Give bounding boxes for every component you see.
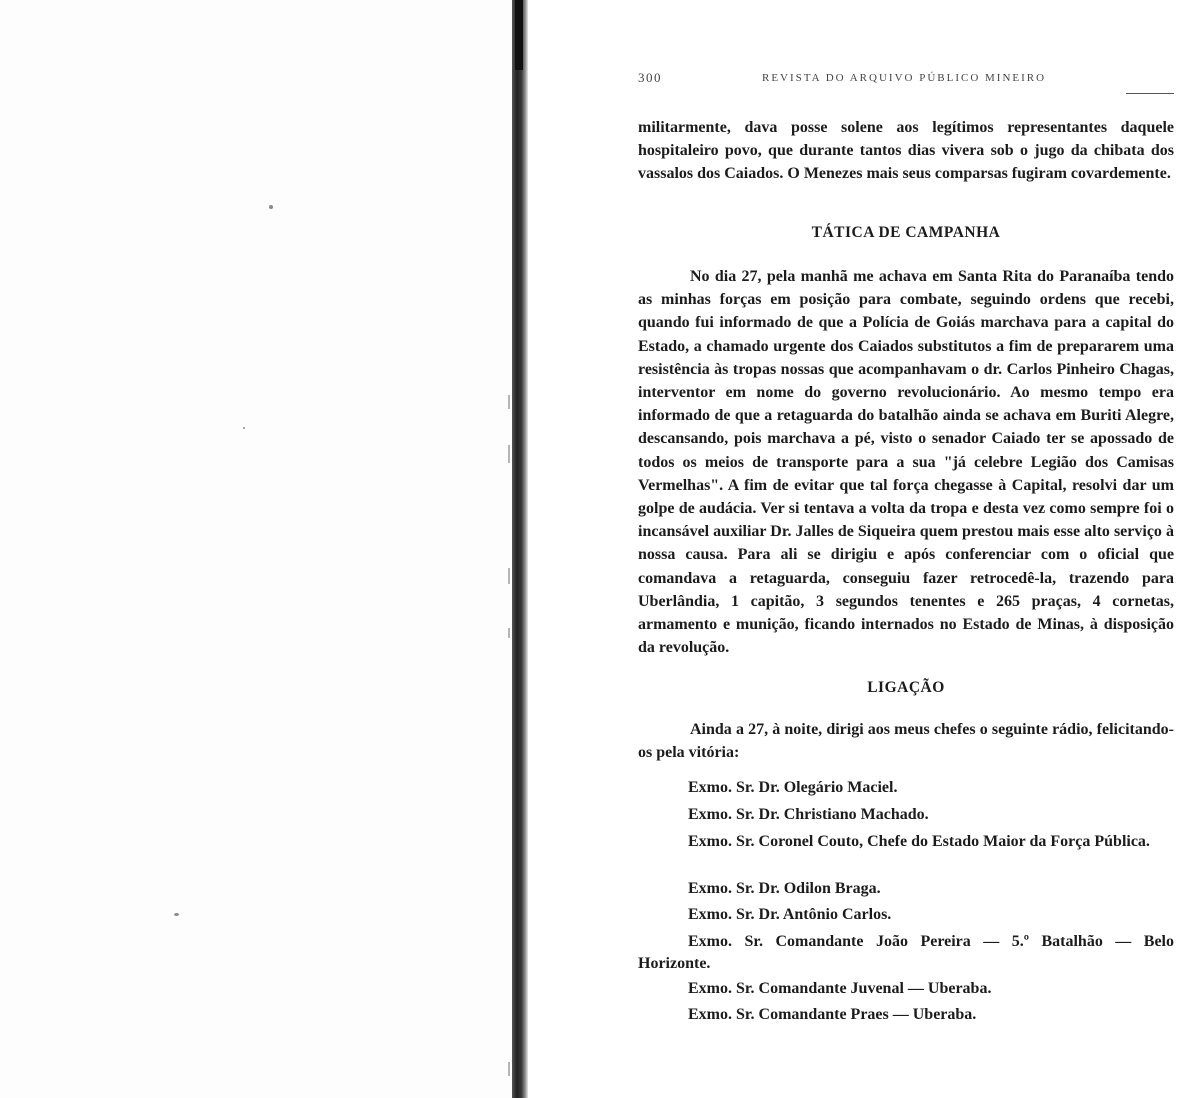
section-heading-tatica: TÁTICA DE CAMPANHA <box>811 224 1001 241</box>
paper-speck <box>174 913 179 916</box>
book-gutter <box>512 0 528 1098</box>
addressee-line: Exmo. Sr. Dr. Odilon Braga. <box>688 880 881 897</box>
body-paragraph-tatica: No dia 27, pela manhã me achava em Santa Rita do Paranaíba tendo as minhas forças em posição para combate, seguindo ordens que recebi, quando fui informado de que a Polícia de Goiás marchava para a capital do Estado, a chamado urgente dos Caiados substitutos a fim de prepararem uma resistência às tropas nossas que acompanhavam o dr. Carlos Pinheiro Chagas, interventor em nome do governo revolucionário. Ao mesmo tempo era informado de que a retaguarda do batalhão ainda se achava em Buriti Alegre, descansando, pois marchava a pé, visto o senador Caiado ter se apossado de todos os meios de transporte para a sua "já celebre Legião dos Camisas Vermelhas". A fim de evitar que tal força chegasse à Capital, resolvi dar um golpe de audácia. Ver si tentava a volta da tropa e desta vez como sempre foi o incansável auxiliar Dr. Jalles de Siqueira quem prestou mais esse alto serviço à nossa causa. Para ali se dirigiu e após conferenciar com o oficial que comandava a retaguarda, conseguiu fazer retrocedê-la, trazendo para Uberlândia, 1 capitão, 3 segundos tenentes e 265 praças, 4 cornetas, armamento e munição, ficando internados no Estado de Minas, à disposição da revolução. <box>638 268 1174 657</box>
margin-mark <box>508 1062 510 1076</box>
addressee-line: Exmo. Sr. Comandante Juvenal — Uberaba. <box>688 980 992 997</box>
addressee-line: Exmo. Sr. Dr. Christiano Machado. <box>688 806 929 823</box>
margin-mark <box>508 445 510 463</box>
left-page <box>0 0 512 1098</box>
margin-mark <box>508 628 510 638</box>
addressee-line: Exmo. Sr. Dr. Olegário Maciel. <box>688 779 898 796</box>
running-head <box>638 70 1174 90</box>
addressee-line: Exmo. Sr. Comandante Praes — Uberaba. <box>688 1006 977 1023</box>
section-heading-ligacao: LIGAÇÃO <box>867 679 945 696</box>
header-rule <box>1126 93 1174 94</box>
gutter-shadow <box>515 0 523 70</box>
addressee-line: Exmo. Sr. Dr. Antônio Carlos. <box>688 906 892 923</box>
journal-title: REVISTA DO ARQUIVO PÚBLICO MINEIRO <box>762 72 1047 84</box>
intro-paragraph: militarmente, dava posse solene aos legítimos representantes daquele hospitaleiro povo, que durante tantos dias vivera sob o jugo da chibata dos vassalos dos Caiados. O Menezes mais seus comparsas fugiram covardemente. <box>638 119 1174 183</box>
addressee-line: Exmo. Sr. Coronel Couto, Chefe do Estado Maior da Força Pública. <box>688 833 1150 850</box>
margin-mark <box>508 395 510 409</box>
body-paragraph-ligacao: Ainda a 27, à noite, dirigi aos meus chefes o seguinte rádio, felicitando-os pela vitória: <box>638 721 1174 762</box>
page-number: 300 <box>638 70 662 85</box>
margin-mark <box>508 568 510 584</box>
paper-speck <box>243 427 245 429</box>
addressee-line: Exmo. Sr. Comandante João Pereira — 5.º Batalhão — Belo Horizonte. <box>638 933 1174 972</box>
paper-speck <box>269 205 273 209</box>
